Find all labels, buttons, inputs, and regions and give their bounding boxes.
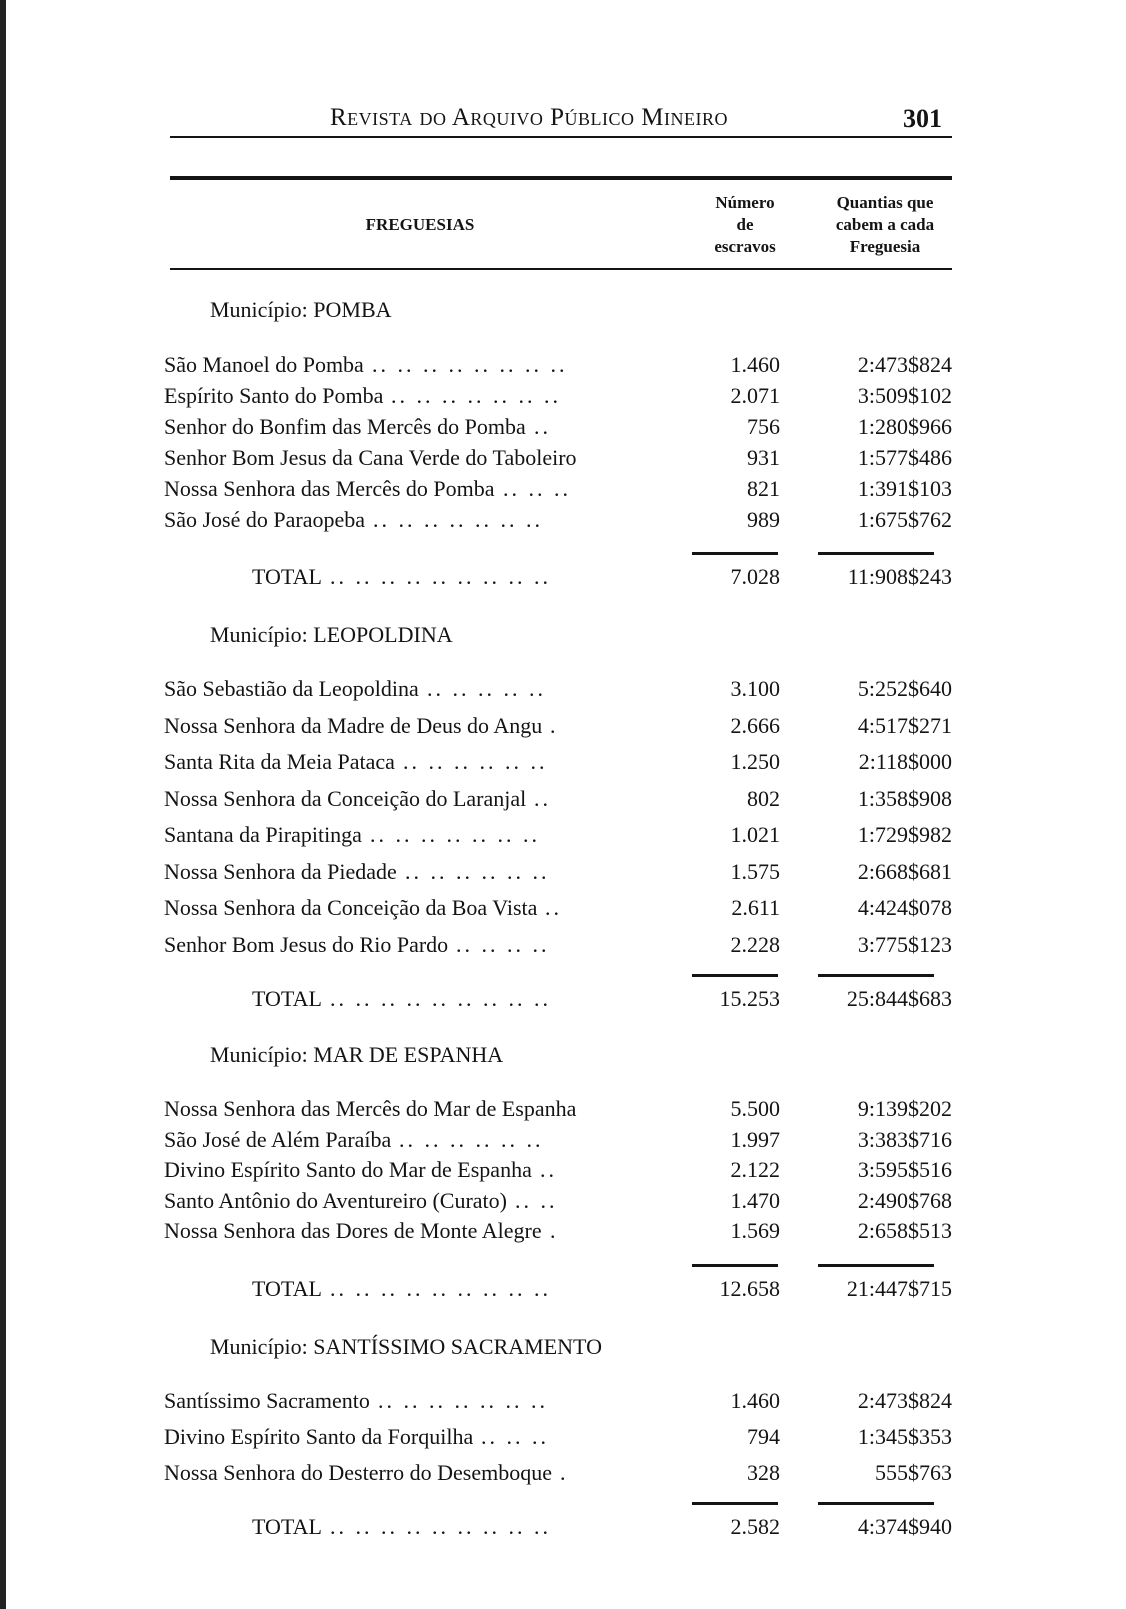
sum-rule-quantias	[818, 974, 934, 977]
journal-title: Revista do Arquivo Público Mineiro	[330, 104, 729, 131]
escravos-count: 756	[747, 414, 780, 439]
column-header-escravos-line: Número	[715, 193, 775, 212]
sum-rule-quantias	[818, 552, 934, 555]
escravos-count: 2.611	[731, 895, 780, 920]
table-row	[160, 1218, 952, 1248]
quantia-amount: 2:490$768	[857, 1187, 952, 1213]
dot-leader: .. .. .. .. .. .. .. .. ..	[330, 1514, 551, 1539]
total-label: TOTAL	[252, 1514, 322, 1539]
total-quantia: 21:447$715	[846, 1276, 952, 1301]
quantia-amount: 1:280$966	[857, 414, 952, 439]
dot-leader: ..	[545, 895, 562, 920]
total-quantia: 11:908$243	[847, 564, 952, 589]
escravos-count: 821	[747, 476, 780, 501]
freguesia-name: Divino Espírito Santo do Mar de Espanha	[164, 1157, 532, 1182]
column-header-rule	[170, 268, 952, 270]
quantia-amount: 2:118$000	[858, 749, 952, 774]
freguesia-name: Santo Antônio do Aventureiro (Curato)	[164, 1187, 507, 1213]
table-row	[160, 1424, 952, 1454]
column-header-quantias-line: Quantias que	[836, 193, 934, 212]
municipio-heading: Município: MAR DE ESPANHA	[210, 1042, 504, 1067]
table-row	[160, 786, 952, 816]
dot-leader: .. .. .. .. .. .. ..	[391, 383, 561, 408]
table-row	[160, 676, 952, 706]
escravos-count: 2.666	[730, 712, 780, 738]
total-escravos: 15.253	[719, 986, 780, 1011]
column-header-escravos	[690, 192, 800, 258]
sum-rule-escravos	[692, 552, 778, 555]
sum-rule-escravos	[692, 1264, 778, 1267]
escravos-count: 1.460	[730, 1388, 780, 1413]
escravos-count: 1.021	[730, 822, 780, 847]
dot-leader: .. .. .. .. .. .. .. ..	[372, 352, 568, 377]
table-row	[160, 749, 952, 779]
freguesia-name: Santa Rita da Meia Pataca	[164, 749, 395, 774]
freguesia-name: São Sebastião da Leopoldina	[164, 676, 419, 701]
dot-leader: .. .. .. .. .. .. ..	[370, 822, 540, 847]
quantia-amount: 1:391$103	[857, 476, 952, 501]
total-quantia: 25:844$683	[846, 986, 952, 1011]
total-escravos: 12.658	[719, 1276, 780, 1301]
page-header	[170, 104, 950, 136]
dot-leader: .. .. .. .. ..	[427, 676, 546, 701]
dot-leader: .. .. .. .. .. ..	[399, 1126, 544, 1152]
page-edge-shadow	[0, 0, 6, 1609]
freguesia-name: Nossa Senhora da Madre de Deus do Angu	[164, 712, 543, 738]
table-row	[160, 822, 952, 852]
freguesia-name: Senhor do Bonfim das Mercês do Pomba	[164, 414, 526, 439]
freguesia-name: Senhor Bom Jesus do Rio Pardo	[164, 931, 449, 957]
total-escravos: 7.028	[730, 564, 780, 589]
freguesia-name: São Manoel do Pomba	[164, 352, 364, 377]
table-row	[160, 507, 952, 537]
freguesia-name: São José de Além Paraíba	[164, 1126, 392, 1152]
dot-leader: ..	[534, 414, 551, 439]
table-row	[160, 352, 952, 382]
page-number: 301	[903, 104, 942, 133]
quantia-amount: 3:775$123	[857, 931, 952, 957]
column-header-escravos-line: de	[736, 215, 754, 234]
total-label: TOTAL	[252, 1276, 322, 1301]
quantia-amount: 1:345$353	[857, 1424, 952, 1449]
escravos-count: 802	[747, 785, 780, 811]
quantia-amount: 2:473$824	[857, 352, 952, 377]
quantia-amount: 3:595$516	[857, 1157, 952, 1182]
sum-rule-escravos	[692, 974, 778, 977]
total-row	[160, 1276, 952, 1306]
total-row	[160, 986, 952, 1016]
sum-rule-quantias	[818, 1502, 934, 1505]
dot-leader: .. .. .. .. .. ..	[405, 858, 550, 884]
freguesia-name: Nossa Senhora das Dores de Monte Alegre	[164, 1218, 542, 1243]
total-label: TOTAL	[252, 986, 322, 1011]
freguesia-name: Divino Espírito Santo da Forquilha	[164, 1424, 474, 1449]
dot-leader: .	[550, 712, 559, 738]
dot-leader: .. .. ..	[503, 476, 571, 501]
quantia-amount: 1:729$982	[857, 822, 952, 847]
escravos-count: 2.122	[730, 1157, 780, 1182]
total-row	[160, 1514, 952, 1544]
table-row	[160, 1157, 952, 1187]
freguesia-name: Nossa Senhora da Conceição da Boa Vista	[164, 895, 538, 920]
sum-rule-quantias	[818, 1264, 934, 1267]
escravos-count: 1.470	[730, 1187, 780, 1213]
quantia-amount: 9:139$202	[857, 1096, 952, 1121]
escravos-count: 5.500	[730, 1096, 780, 1121]
table-row	[160, 895, 952, 925]
escravos-count: 1.250	[730, 749, 780, 774]
escravos-count: 1.575	[730, 858, 780, 884]
column-header-quantias-line: cabem a cada	[835, 215, 935, 234]
freguesia-name: Nossa Senhora da Conceição do Laranjal	[164, 785, 527, 811]
total-escravos: 2.582	[730, 1514, 780, 1539]
quantia-amount: 555$763	[875, 1460, 952, 1485]
freguesia-name: Espírito Santo do Pomba	[164, 383, 384, 408]
table-row	[160, 383, 952, 413]
freguesia-name: Nossa Senhora das Mercês do Mar de Espanha	[164, 1096, 577, 1121]
table-row	[160, 932, 952, 962]
escravos-count: 2.228	[730, 931, 780, 957]
freguesia-name: Nossa Senhora das Mercês do Pomba	[164, 476, 495, 501]
table-row	[160, 445, 952, 475]
quantia-amount: 4:517$271	[857, 712, 952, 738]
dot-leader: .. .. .. .. .. .. .. .. ..	[330, 1276, 551, 1301]
dot-leader: .. .. .. .. .. .. .. .. ..	[330, 986, 551, 1011]
dot-leader: ..	[540, 1157, 557, 1182]
dot-leader: .. .. .. .. .. .. ..	[378, 1388, 548, 1413]
freguesia-name: Senhor Bom Jesus da Cana Verde do Taboleiro	[164, 445, 577, 470]
quantia-amount: 1:577$486	[857, 445, 952, 470]
escravos-count: 1.997	[730, 1126, 780, 1152]
column-header-freguesias: FREGUESIAS	[365, 215, 475, 234]
quantia-amount: 3:509$102	[857, 383, 952, 408]
table-row	[160, 1188, 952, 1218]
table-row	[160, 859, 952, 889]
dot-leader: .. .. .. .. .. ..	[403, 749, 548, 774]
quantia-amount: 2:658$513	[857, 1218, 952, 1243]
freguesia-name: Nossa Senhora do Desterro do Desemboque	[164, 1460, 552, 1485]
table-top-rule	[170, 176, 952, 180]
table-row	[160, 476, 952, 506]
quantia-amount: 5:252$640	[857, 676, 952, 701]
table-row	[160, 1096, 952, 1126]
escravos-count: 931	[747, 445, 780, 470]
dot-leader: .	[560, 1460, 569, 1485]
freguesia-name: Santana da Pirapitinga	[164, 822, 362, 847]
column-header-quantias-line: Freguesia	[849, 237, 921, 256]
quantia-amount: 4:424$078	[857, 895, 952, 920]
total-row	[160, 564, 952, 594]
column-header-quantias	[810, 192, 960, 258]
total-label: TOTAL	[252, 564, 322, 589]
escravos-count: 3.100	[730, 676, 780, 701]
quantia-amount: 2:473$824	[857, 1388, 952, 1413]
freguesia-name: Santíssimo Sacramento	[164, 1388, 370, 1413]
escravos-count: 1.460	[730, 352, 780, 377]
dot-leader: .. .. .. ..	[456, 931, 550, 957]
dot-leader: .. ..	[515, 1187, 558, 1213]
total-quantia: 4:374$940	[857, 1514, 952, 1539]
table-row	[160, 414, 952, 444]
escravos-count: 989	[747, 507, 780, 532]
table-row	[160, 1388, 952, 1418]
dot-leader: .. .. ..	[481, 1424, 549, 1449]
table-row	[160, 1127, 952, 1157]
municipio-heading: Município: LEOPOLDINA	[210, 622, 453, 647]
municipio-heading: Município: POMBA	[210, 297, 392, 322]
escravos-count: 328	[747, 1460, 780, 1485]
freguesia-name: São José do Paraopeba	[164, 507, 366, 532]
escravos-count: 1.569	[730, 1218, 780, 1243]
table-row	[160, 1460, 952, 1490]
freguesia-name: Nossa Senhora da Piedade	[164, 858, 397, 884]
dot-leader: .. .. .. .. .. .. ..	[373, 507, 543, 532]
sum-rule-escravos	[692, 1502, 778, 1505]
quantia-amount: 2:668$681	[857, 858, 952, 884]
escravos-count: 2.071	[730, 383, 780, 408]
escravos-count: 794	[747, 1424, 780, 1449]
column-header-escravos-line: escravos	[714, 237, 776, 256]
dot-leader: .	[550, 1218, 559, 1243]
table-row	[160, 713, 952, 743]
quantia-amount: 1:358$908	[857, 785, 952, 811]
quantia-amount: 1:675$762	[857, 507, 952, 532]
quantia-amount: 3:383$716	[857, 1126, 952, 1152]
dot-leader: ..	[534, 785, 551, 811]
municipio-heading: Município: SANTÍSSIMO SACRAMENTO	[210, 1334, 602, 1359]
dot-leader: .. .. .. .. .. .. .. .. ..	[330, 564, 551, 589]
header-rule	[170, 136, 952, 138]
